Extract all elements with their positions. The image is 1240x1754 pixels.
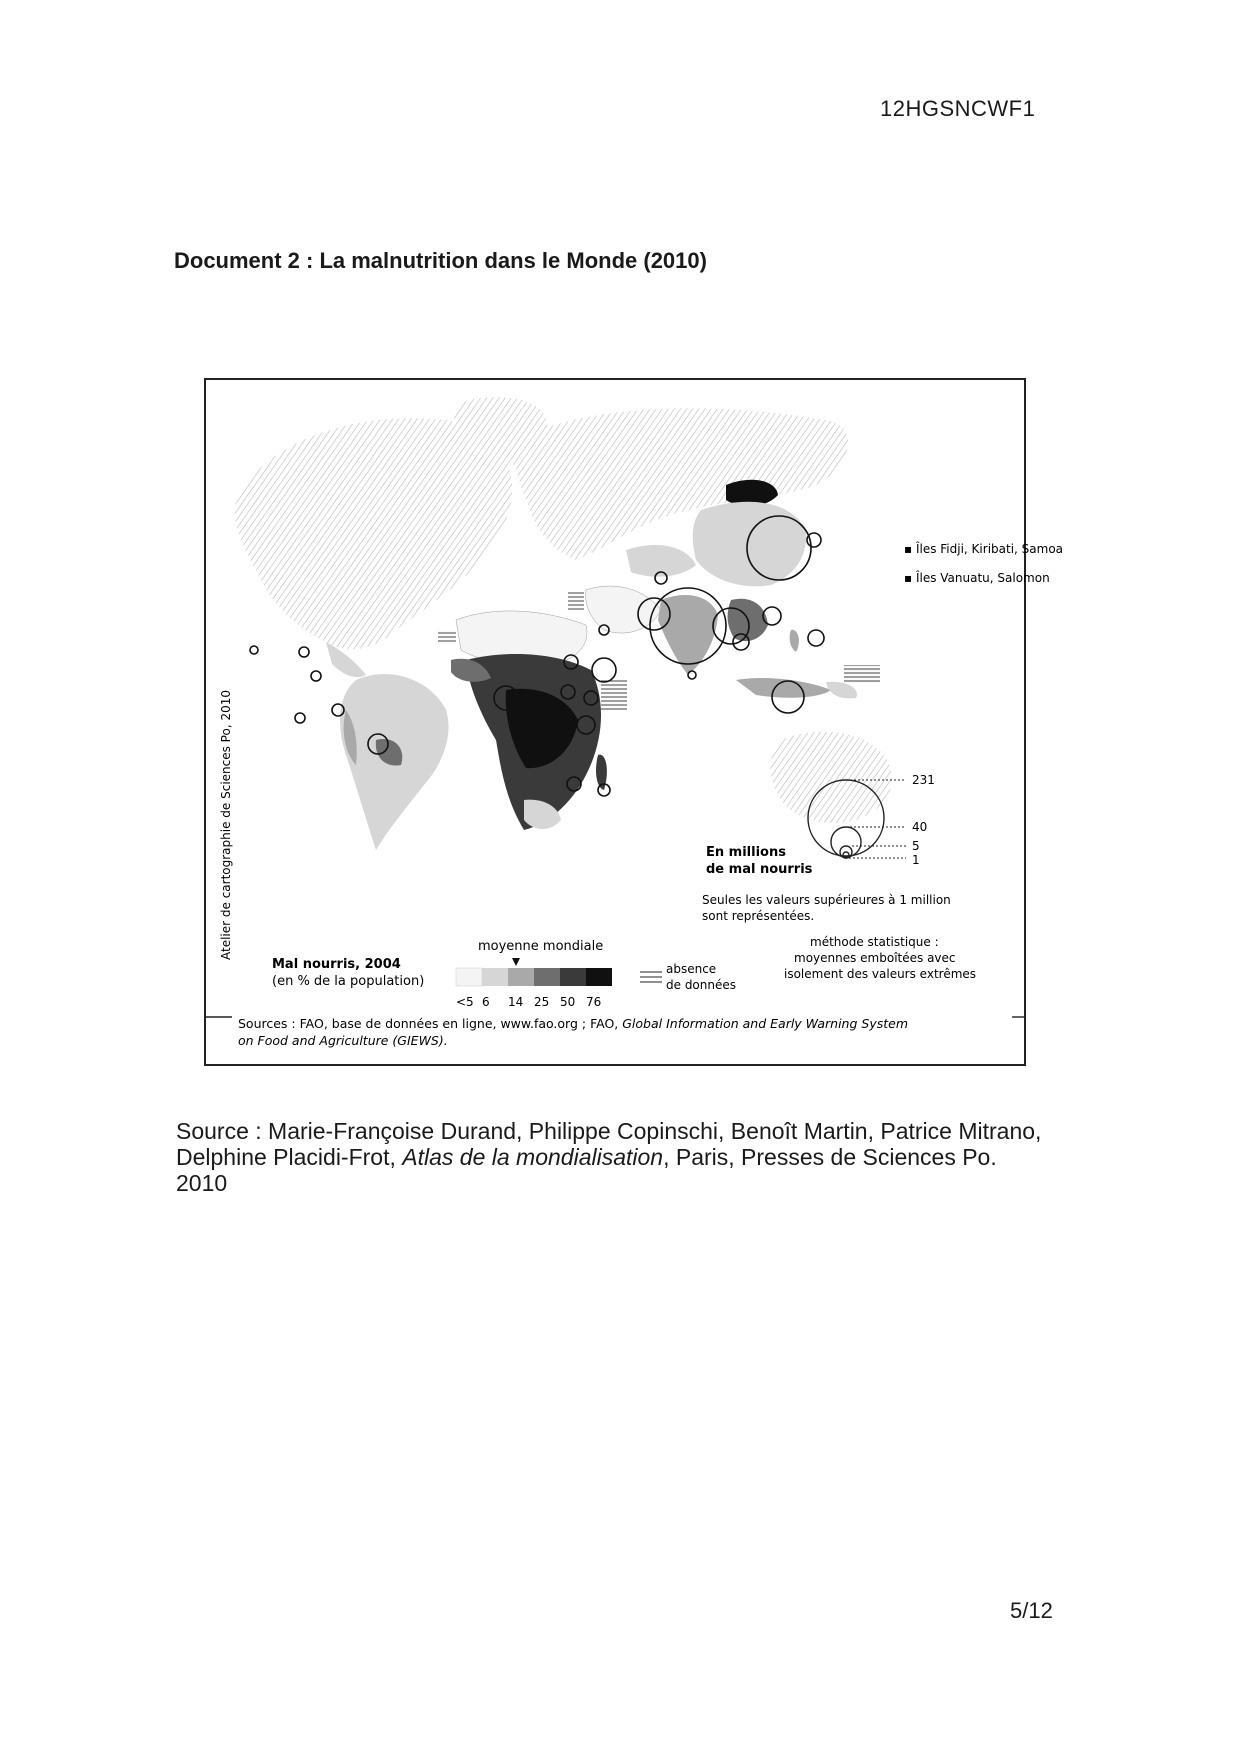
legend-choropleth-title: Mal nourris, 2004 <box>272 957 401 972</box>
islands-vanuatu-bullet: ▪ <box>904 571 916 585</box>
circle-sri-lanka <box>688 671 696 679</box>
no-data-mideast <box>568 592 584 610</box>
sources-italic-1: Global Information and Early Warning System <box>622 1016 908 1031</box>
legend-value-40: 40 <box>912 820 928 834</box>
legend-class-4: 50 <box>560 995 576 1009</box>
legend-circle-title-2: de mal nourris <box>706 862 813 877</box>
legend-no-data-2: de données <box>666 978 737 992</box>
australia-landmass <box>770 732 891 823</box>
circle-venezuela <box>311 671 321 681</box>
no-data-oceania <box>844 665 880 683</box>
choropleth-legend <box>272 939 736 1009</box>
sources-line-2: on Food and Agriculture (GIEWS). <box>238 1033 448 1048</box>
islands-vanuatu-text: Îles Vanuatu, Salomon <box>915 571 1050 585</box>
swatch-5 <box>586 968 612 986</box>
page-number: 5/12 <box>1010 1598 1053 1623</box>
legend-value-5: 5 <box>912 839 920 853</box>
swatch-2 <box>508 968 534 986</box>
circle-philippines <box>808 630 824 646</box>
legend-choropleth-subtitle: (en % de la population) <box>272 974 425 989</box>
circle-haiti <box>299 647 309 657</box>
world-map <box>206 380 1064 1064</box>
source-line-1: Source : Marie-Françoise Durand, Philippe Copinschi, Benoît Martin, Patrice Mitrano, <box>176 1118 1042 1144</box>
sources-plain: Sources : FAO, base de données en ligne, www.fao.org ; FAO, <box>238 1016 619 1031</box>
source-line-2 <box>176 1144 1076 1170</box>
swatch-4 <box>560 968 586 986</box>
legend-no-data-1: absence <box>666 962 717 976</box>
legend-class-1: 6 <box>482 995 490 1009</box>
swatch-1 <box>482 968 508 986</box>
document-code: 12HGSNCWF1 <box>880 96 1036 121</box>
map-figure <box>204 378 1064 1066</box>
legend-class-3: 25 <box>534 995 550 1009</box>
source-line-3: 2010 <box>176 1170 228 1196</box>
legend-method-3: isolement des valeurs extrêmes <box>784 967 977 981</box>
legend-class-2: 14 <box>508 995 524 1009</box>
swatch-3 <box>534 968 560 986</box>
document-title: Document 2 : La malnutrition dans le Monde (2010) <box>174 248 707 273</box>
legend-value-1: 1 <box>912 853 920 867</box>
source-book-title: Atlas de la mondialisation <box>402 1144 664 1170</box>
circle-mexico <box>250 646 258 654</box>
legend-method-1: méthode statistique : <box>810 935 939 949</box>
legend-note-1: Seules les valeurs supérieures à 1 million <box>702 893 951 907</box>
no-data-sahel <box>438 630 456 644</box>
islands-fiji-text: Îles Fidji, Kiribati, Samoa <box>915 542 1064 556</box>
legend-class-5: 76 <box>586 995 602 1009</box>
source-publisher: , Paris, Presses de Sciences Po. <box>663 1144 997 1170</box>
legend-circle-title-1: En millions <box>706 845 786 860</box>
legend-world-average: moyenne mondiale <box>478 939 604 954</box>
world-average-marker <box>512 958 520 966</box>
no-data-swatch <box>640 972 662 982</box>
png-region <box>826 682 857 699</box>
circle-ethiopia <box>592 658 616 682</box>
islands-fiji-label <box>904 541 1063 556</box>
legend-class-0: <5 <box>456 995 474 1009</box>
legend-note-2: sont représentées. <box>702 909 815 923</box>
circle-north-korea <box>807 533 821 547</box>
islands-fiji-bullet: ▪ <box>904 542 916 556</box>
circle-peru <box>295 713 305 723</box>
china-region <box>693 502 806 586</box>
source-authors-end: Delphine Placidi-Frot, <box>176 1144 396 1170</box>
swatch-0 <box>456 968 482 986</box>
source-citation <box>176 1118 1076 1196</box>
philippines-region <box>790 630 799 652</box>
vertical-credit: Atelier de cartographie de Sciences Po, 2010 <box>219 689 233 960</box>
legend-swatches <box>456 968 612 986</box>
legend-value-231: 231 <box>912 773 935 787</box>
sources-line-1 <box>238 1016 908 1031</box>
no-data-horn <box>601 680 627 710</box>
islands-vanuatu-label <box>904 570 1050 585</box>
india-region <box>658 595 718 675</box>
legend-method-2: moyennes emboîtées avec <box>794 951 956 965</box>
